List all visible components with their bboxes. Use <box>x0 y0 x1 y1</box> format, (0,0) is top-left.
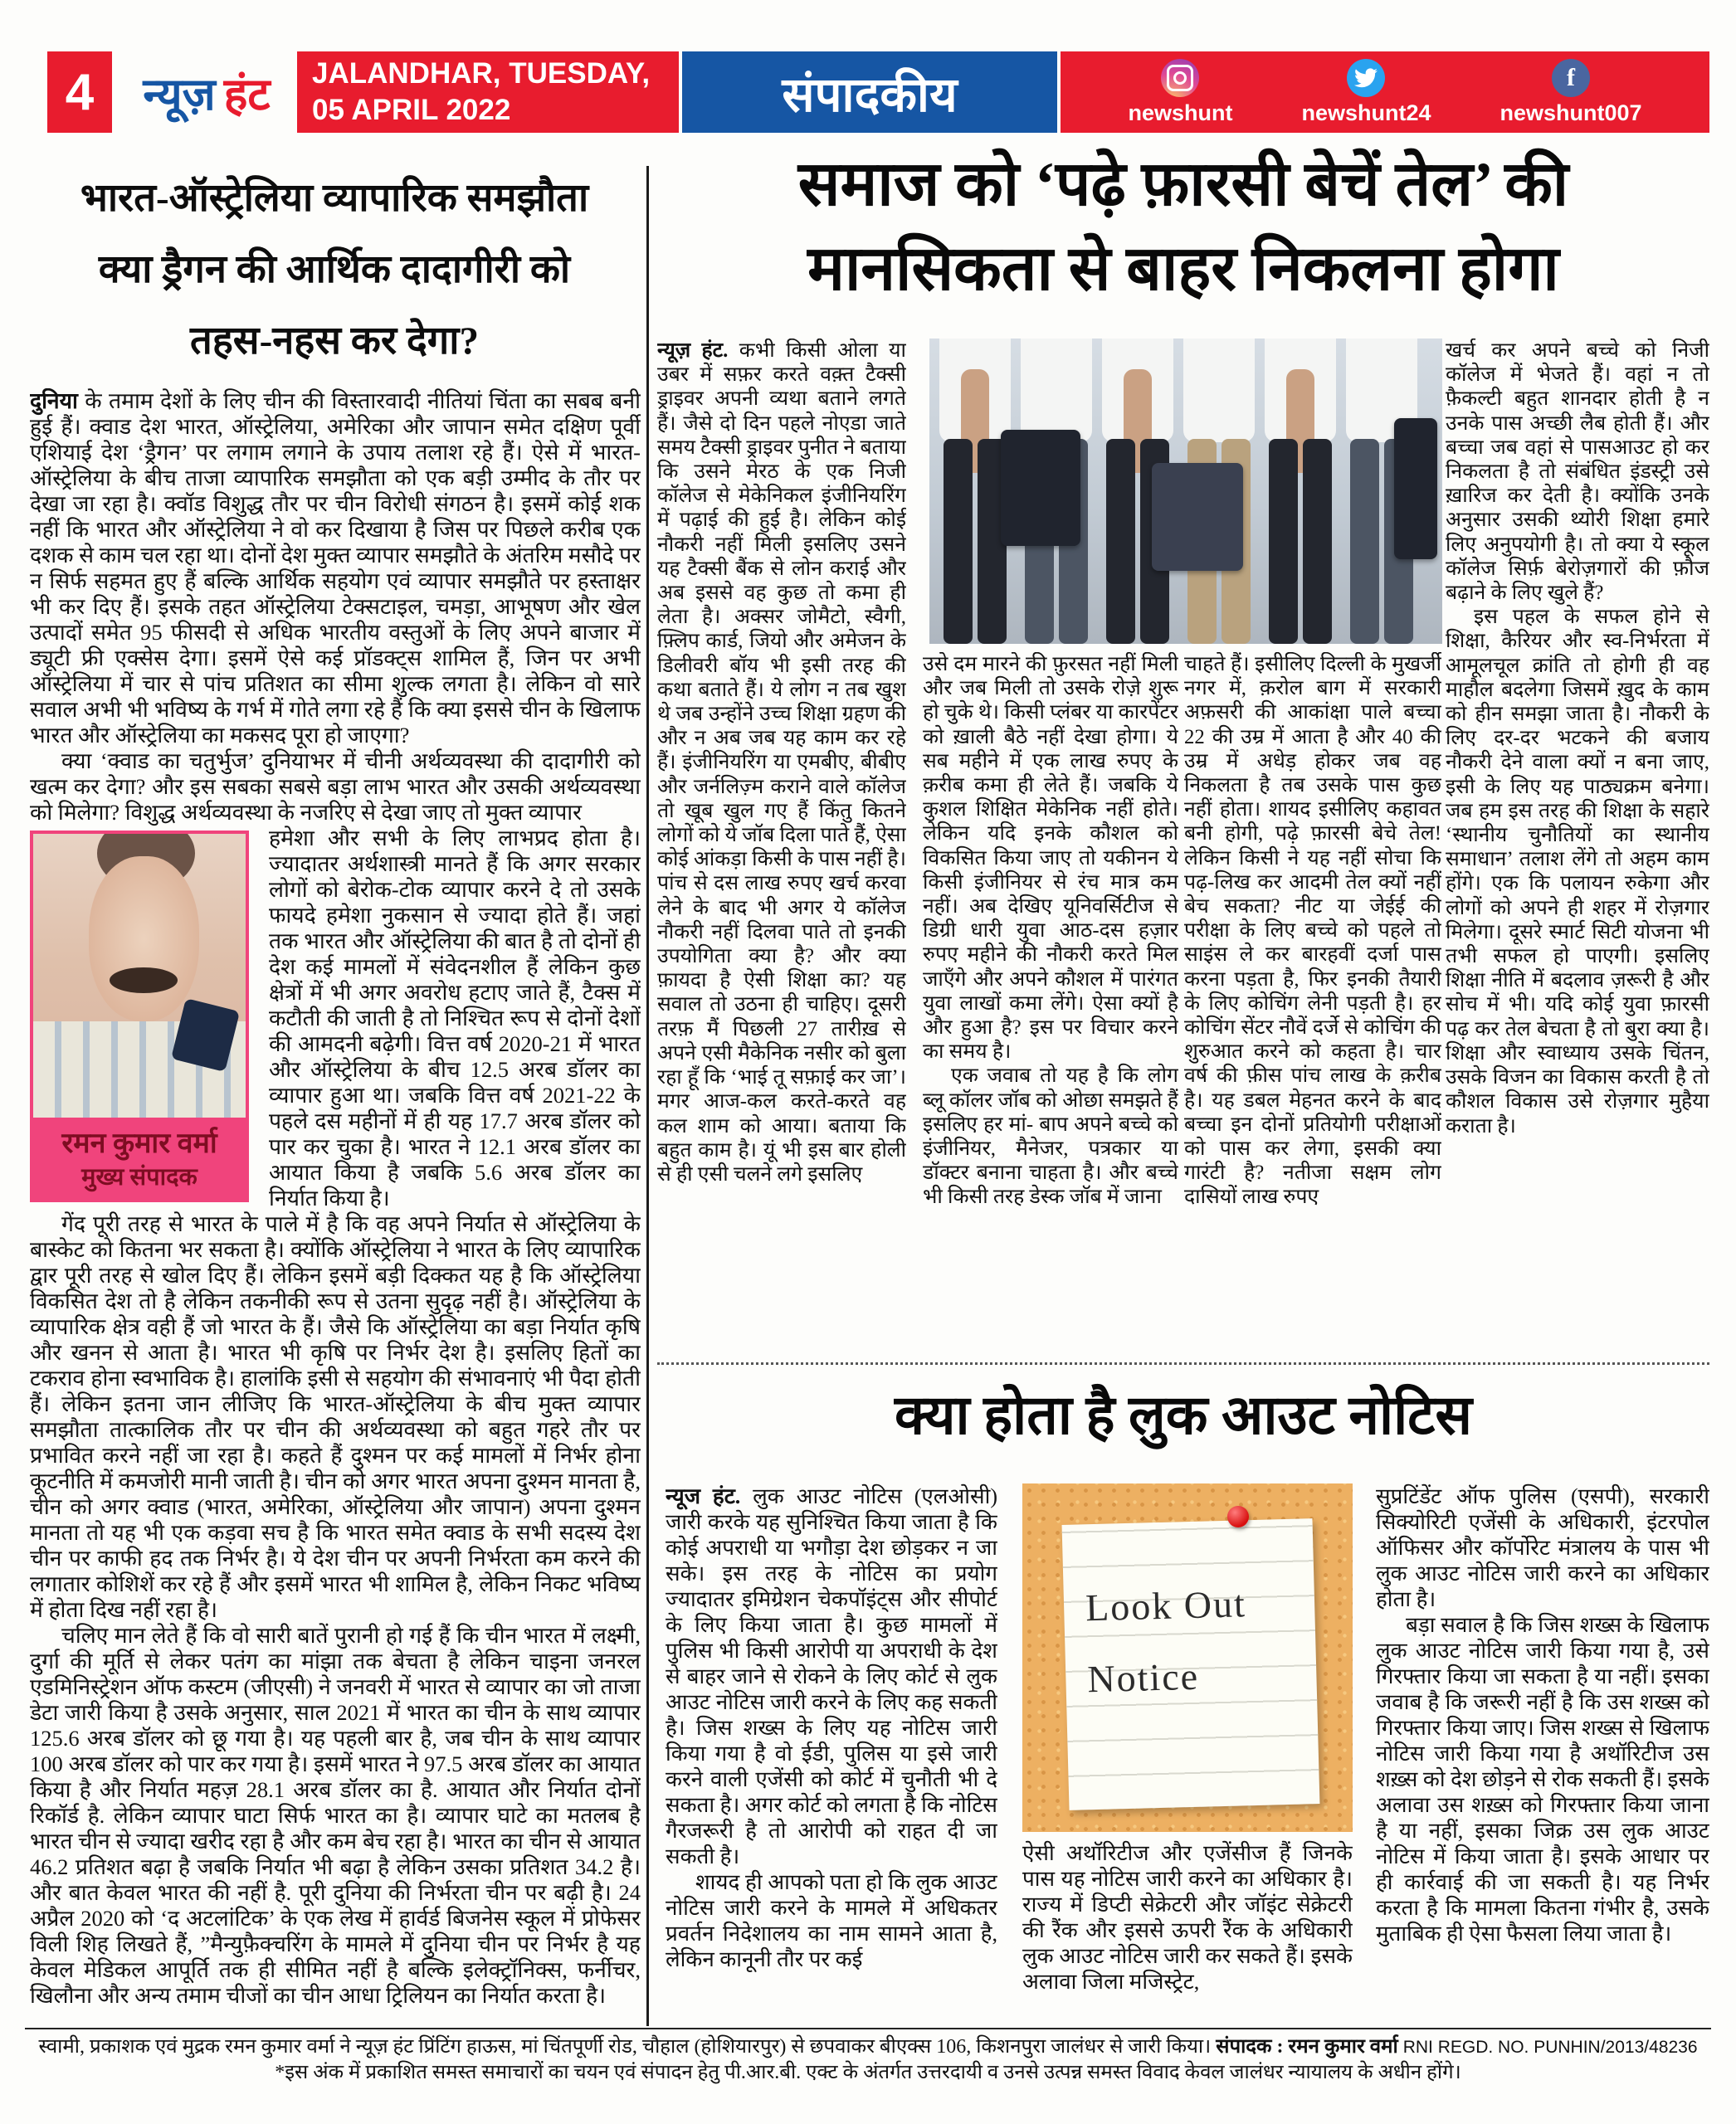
twitter-handle: newshunt24 <box>1301 100 1431 125</box>
logo-part-1: न्यूज़ <box>143 70 216 119</box>
left-article-p2b: हमेशा और सभी के लिए लाभप्रद होता है। ज्यादातर अर्थशास्त्री मानते हैं कि अगर सरकार लोगों को बेरोक-टोक व्यापार करने दे तो उसके फायदे हमेशा नुकसान से ज्यादा होते हैं। जहां तक भारत और ऑस्ट्रेलिया की बात है तो दोनों ही देश कई मामलों में संवेदनशील हैं लेकिन कुछ क्षेत्रों में भी अगर अवरोध हटाए जाते हैं, टैक्स में कटौती की जाती है तो निश्चित रूप से दोनों देशों की आमदनी बढ़ेगी। वित्त वर्ष 2020-21 में भारत और ऑस्ट्रेलिया के बीच 12.5 अरब डॉलर का व्यापार हुआ था। जबकि वित्त वर्ष 2021-22 के पहले दस महीनों में ही यह 17.7 अरब डॉलर को पार कर चुका है। भारत ने 12.1 अरब डॉलर का आयात किया है जबकि 5.6 अरब डॉलर का निर्यात किया है। <box>269 826 641 1211</box>
lookout-col1-p2: शायद ही आपको पता हो कि लुक आउट नोटिस जारी करने के मामले में अधिकतर प्रवर्तन निदेशालय का नाम सामने आता है, लेकिन कानूनी तौर पर कई <box>666 1870 997 1971</box>
look-out-notice-photo <box>1022 1483 1353 1832</box>
logo-part-2: हंट <box>223 70 271 119</box>
lookout-column-2 <box>1022 1483 1353 2043</box>
main-article-dateline: न्यूज़ हंट. <box>657 339 729 362</box>
main-col2-p2: एक जवाब तो यह है कि लोग ब्लू कॉलर जॉब को ओछा समझते हैं इसलिए हर मां- बाप अपने बच्चे को इंजीनियर, मैनेजर, पत्रकार या डॉक्टर बनाना चाहता है। और बच्चे भी किसी तरह डेस्क जॉब में जाना <box>923 1064 1178 1209</box>
left-headline-line: तहस-नहस कर देगा? <box>190 319 479 363</box>
left-headline-line: क्या ड्रैगन की आर्थिक दादागीरी को <box>98 248 571 291</box>
instagram-icon <box>1161 59 1199 97</box>
social-twitter <box>1301 59 1431 125</box>
instagram-handle: newshunt <box>1128 100 1233 125</box>
main-col4-p2: इस पहल के सफल होने से शिक्षा, कैरियर और स्व-निर्भरता में आमूलचूल क्रांति तो होगी ही वह माहौल बदलेगा जिसमें ख़ुद के काम को हीन समझा जाता है। नौकरी के लिए दर-दर भटकने की बजाय नौकरी देने वाला क्यों न बना जाए, इसी के लिए यह पाठ्यक्रम बनेगा। जब हम इस तरह की शिक्षा के सहारे ‘स्थानीय चुनौतियों का स्थानीय समाधान’ तलाश लेंगे तो अहम काम होंगे। एक कि पलायन रुकेगा और लोगों को अपने ही शहर में रोज़गार मिलेगा। दूसरे स्मार्ट सिटी योजना भी तभी सफल हो पाएगी। इसलिए शिक्षा नीति में बदलाव ज़रूरी है और सोच में भी। यदि कोई युवा फ़ारसी पढ़ कर तेल बेचता है तो बुरा क्या है। शिक्षा और स्वाध्याय उसके चिंतन, उसके विजन का विकास करती है तो कौशल विकास उसे रोज़गार मुहैया कराता है। <box>1446 606 1709 1138</box>
left-article-p2a: क्या ‘क्वाड का चतुर्भुज’ दुनियाभर में चीनी अर्थव्यवस्था की दादागीरी को खत्म कर देगा? और इस सबका सबसे बड़ा लाभ भारत और उसकी अर्थव्यवस्था को मिलेगा? विशुद्ध अर्थव्यवस्था के नजरिए से देखा जाए तो मुक्त व्यापार <box>30 748 641 825</box>
left-headline-line: भारत-ऑस्ट्रेलिया व्यापारिक समझौता <box>80 177 589 220</box>
vertical-divider <box>646 166 649 2026</box>
main-article-column-4 <box>1446 339 1709 1344</box>
photo-caption-name: रमन कुमार वर्मा <box>61 1128 217 1159</box>
main-article-column-2 <box>923 652 1178 1344</box>
imprint-footer <box>25 2034 1711 2085</box>
editor-photo-block <box>30 831 256 1202</box>
notice-text-line2: Notice <box>1086 1654 1200 1701</box>
main-col2-p1: उसे दम मारने की फ़ुरसत नहीं मिली और जब मिली तो उसके रोज़े शुरू हो चुके थे। किसी प्लंबर या कारपेंटर को ख़ाली बैठे नहीं देखा होगा। ये सब महीने में एक लाख रुपए के क़रीब कमा ही लेते हैं। जबकि ये कुशल शिक्षित मेकेनिक नहीं होते। लेकिन यदि इनके कौशल को विकसित किया जाए तो यकीनन ये किसी इंजीनियर से रंच मात्र कम नहीं। अब देखिए यूनिवर्सिटीज से डिग्री धारी युवा आठ-दस हज़ार रुपए महीने की नौकरी करते मिल जाएँगे और अपने कौशल में पारंगत युवा लाखों कमा लेंगे। ऐसा क्यों है और हुआ है? इस पर विचार करने का समय है। <box>923 653 1178 1064</box>
editor-portrait-photo <box>30 831 249 1121</box>
newspaper-logo <box>118 51 295 133</box>
lookout-col3-p2: बड़ा सवाल है कि जिस शख्स के खिलाफ लुक आउट नोटिस जारी किया गया है, उसे गिरफ्तार किया जा सकता है या नहीं। इसका जवाब है कि जरूरी नहीं है कि उस शख्स को गिरफ्तार किया जाए। जिस शख्स से खिलाफ नोटिस जारी किया गया है अथॉरिटीज उस शख़्स को देश छोड़ने से रोक सकती हैं। इसके अलावा उस शख़्स को गिरफ्तार किया जाना है या नहीं, इसका जिक्र उस लुक आउट नोटिस में किया जाता है। इसके आधार पर ही कार्रवाई की जा सकती है। यह निर्भर करता है कि मामला कितना गंभीर है, उसके मुताबिक ही ऐसा फैसला लिया जाता है। <box>1376 1613 1709 1946</box>
section-title-bar <box>682 51 1057 133</box>
portrait-mustache <box>110 967 178 993</box>
main-headline-line: मानसिकता से बाहर निकलना होगा <box>807 235 1559 304</box>
page-number-box: 4 <box>47 51 112 133</box>
briefcase <box>1394 418 1437 559</box>
facebook-handle: newshunt007 <box>1499 100 1642 125</box>
imprint-line-1 <box>25 2034 1711 2060</box>
lookout-col1-body: लुक आउट नोटिस (एलओसी) जारी करके यह सुनिश्चित किया जाता है कि कोई अपराधी या भगौड़ा देश छोड़कर न जा सके। इस तरह के नोटिस का प्रयोग ज्यादातर इमिग्रेशन चेकपॉइंट्स और सीपोर्ट के लिए किया जाता है। कुछ मामलों में पुलिस भी किसी आरोपी या अपराधी के देश से बाहर जाने से रोकने के लिए कोर्ट से लुक आउट नोटिस जारी करने के लिए कह सकती है। जिस शख्स के लिए यह नोटिस जारी किया गया है वो ईडी, पुलिस या इसे जारी करने वाली एजेंसी को कोर्ट में चुनौती भी दे सकता है। अगर कोर्ट को लगता है कि नोटिस गैरजरूरी है तो आरोपी को राहत दी जा सकती है। <box>666 1484 997 1868</box>
main-headline-line: समाज को ‘पढ़े फ़ारसी बेचें तेल’ की <box>797 150 1569 219</box>
twitter-icon <box>1347 59 1385 97</box>
main-col1-text <box>657 339 906 1186</box>
edition-date: 05 APRIL 2022 <box>312 94 511 126</box>
left-article-paragraph: गेंद पूरी तरह से भारत के पाले में है कि वह अपने निर्यात से ऑस्ट्रेलिया के बास्केट को कितना भर सकता है। क्योंकि ऑस्ट्रेलिया ने भारत के लिए व्यापारिक द्वार पूरी तरह से खोल दिए हैं। लेकिन इसमें बड़ी दिक्कत यह है कि ऑस्ट्रेलिया विकसित देश तो है लेकिन तकनीकी रूप से उतना सुदृढ़ नहीं है। ऑस्ट्रेलिया के व्यापारिक क्षेत्र वही हैं जो भारत के हैं। जैसे कि ऑस्ट्रेलिया का बड़ा निर्यात कृषि और खनन से आता है। भारत भी कृषि पर निर्भर देश है। इसलिए हितों का टकराव होना स्वभाविक है। हालांकि इसी से सहयोग की संभावनाएं भी पैदा होती हैं। लेकिन इतना जान लीजिए कि भारत-ऑस्ट्रेलिया के बीच मुक्त व्यापार समझौता तात्कालिक तौर पर चीन की अर्थव्यवस्था को बहुत गहरे तौर पर प्रभावित करने नहीं जा रहा है। कहते हैं दुश्मन पर कई मामलों में निर्भर होना कूटनीति में कमजोरी मानी जाती है। चीन को अगर भारत अपना दुश्मन मानता है, चीन को अगर क्वाड (भारत, अमेरिका, ऑस्ट्रेलिया और जापान) अपना दुश्मन मानता तो यह भी एक कड़वा सच है कि भारत समेत क्वाड के सभी सदस्य देश चीन पर काफी हद तक निर्भर है। ये देश चीन पर अपनी निर्भरता कम करने की लगातार कोशिशें कर रहे हैं और इसमें भारत भी शामिल है, लेकिन निकट भविष्य में होता दिख नहीं रहा है। <box>30 1211 641 1622</box>
left-article-lead-word: दुनिया <box>30 388 78 413</box>
section-title: संपादकीय <box>782 67 958 122</box>
red-pin-icon <box>1227 1506 1249 1527</box>
edition-date-bar <box>297 51 679 133</box>
main-col4-p1: खर्च कर अपने बच्चे को निजी कॉलेज में भेजते हैं। वहां न तो फ़ैकल्टी बहुत शानदार होती है न उनके पास अच्छी लैब होती हैं। और बच्चा जब वहां से पासआउट हो कर निकलता है तो संबंधित इंडस्ट्री उसे ख़ारिज कर देती है। क्योंकि उनके अनुसार उसकी थ्योरी शिक्षा हमारे लिए अनुपयोगी है। तो क्या ये स्कूल कॉलेज सिर्फ़ बेरोज़गारों की फ़ौज बढ़ाने के लिए खुले हैं? <box>1446 339 1709 605</box>
lookout-col2-text: ऐसी अथॉरिटीज और एजेंसीज हैं जिनके पास यह नोटिस जारी करने का अधिकार है। राज्य में डिप्टी सेक्रेटरी और जॉइंट सेक्रेटरी की रैंक और इससे ऊपरी रैंक के अधिकारी लुक आउट नोटिस जारी कर सकते हैं। इसके अलावा जिला मजिस्ट्रेट, <box>1022 1841 1353 1994</box>
lookout-col3-p1: सुप्रटिंडेंट ऑफ पुलिस (एसपी), सरकारी सिक्योरिटी एजेंसी के अधिकारी, इंटरपोल ऑफिसर और कॉर्पोरेट मंत्रालय के पास भी लुक आउट नोटिस जारी करने का अधिकार होता है। <box>1376 1484 1709 1611</box>
briefcase <box>1152 463 1243 571</box>
left-article-paragraph <box>30 388 641 748</box>
photo-caption-title: मुख्य संपादक <box>81 1164 197 1191</box>
left-article-headline <box>27 163 642 377</box>
left-article-p1: के तमाम देशों के लिए चीन की विस्तारवादी नीतियां चिंता का सबब बनी हुई हैं। क्वाड देश भारत, ऑस्ट्रेलिया, अमेरिका और जापान समेत दक्षिण पूर्वी एशियाई देश ‘ड्रैगन’ पर लगाम लगाने के उपाय तलाश रहे हैं। ऐसे में भारत-ऑस्ट्रेलिया के बीच ताजा व्यापारिक समझौता को एक बड़ी उम्मीद के तौर पर देखा जा रहा है। क्वॉड विशुद्ध तौर पर चीन विरोधी संगठन है। इसमें कोई शक नहीं कि भारत और ऑस्ट्रेलिया ने वो कर दिखाया है जिस पर पिछले करीब एक दशक से काम चल रहा था। दोनों देश मुक्त व्यापार समझौते के अंतरिम मसौदे पर न सिर्फ सहमत हुए हैं बल्कि आर्थिक सहयोग एवं व्यापार समझौते पर हस्ताक्षर भी कर दिए हैं। इसके तहत ऑस्ट्रेलिया टेक्सटाइल, चमड़ा, आभूषण और खेल उत्पादों समेत 95 फीसदी से अधिक भारतीय वस्तुओं के लिए अपने बाजार में ड्यूटी फ्री एक्सेस देगा। इसमें ऐसे कई प्रॉडक्ट्स शामिल हैं, जिन पर अभी ऑस्ट्रेलिया में चार से पांच प्रतिशत का सीमा शुल्क लगता है। लेकिन वो सारे सवाल अभी भी भविष्य के गर्भ में गोते लगा रहे हैं कि क्या इससे चीन के खिलाफ भारत और ऑस्ट्रेलिया का मकसद पूरा हो जाएगा? <box>30 388 641 748</box>
facebook-icon: f <box>1552 59 1590 97</box>
left-article-paragraph <box>30 748 641 826</box>
left-article-paragraph: चलिए मान लेते हैं कि वो सारी बातें पुरानी हो गई हैं कि चीन भारत में लक्ष्मी, दुर्गा की मूर्ति से लेकर पतंग का मांझा तक बेचता है लेकिन चाइना जनरल एडमिनिस्ट्रेशन ऑफ कस्टम (जीएसी) ने जनवरी में भारत से व्यापार का जो ताजा डेटा जारी किया है उसके अनुसार, साल 2021 में भारत का चीन के साथ व्यापार 125.6 अरब डॉलर को छू गया है। यह पहली बार है, जब चीन के साथ व्यापार 100 अरब डॉलर को पार कर गया है। इसमें भारत ने 97.5 अरब डॉलर का आयात किया है और निर्यात महज़ 28.1 अरब डॉलर का है. आयात और निर्यात दोनों रिकॉर्ड है. लेकिन व्यापार घाटा सिर्फ भारत का है। व्यापार घाटे का मतलब है भारत चीन से ज्यादा खरीद रहा है और कम बेच रहा है। भारत का चीन से आयात 46.2 प्रतिशत बढ़ा है जबकि निर्यात भी बढ़ा है लेकिन उसका प्रतिशत 34.2 है। और बात केवल भारत की नहीं है. पूरी दुनिया की निर्भरता चीन पर बढ़ी है। 24 अप्रैल 2020 को ‘द अटलांटिक’ के एक लेख में हार्वर्ड बिजनेस स्कूल में प्रोफेसर विली शिह लिखते हैं, ”मैन्युफ़ैक्चरिंग के मामले में दुनिया चीन पर निर्भर है यह केवल मेडिकल आपूर्ति तक ही सीमित नहीं है बल्कि इलेक्ट्रॉनिक्स, फर्नीचर, खिलौना और अन्य तमाम चीजों का चीन आधा ट्रिलियन का निर्यात करता है। <box>30 1623 641 2008</box>
main-col3-text: चाहते हैं। इसीलिए दिल्ली के मुखर्जी नगर में, क़रोल बाग में सरकारी अफ़सरी की आकांक्षा पाले बच्चा 22 की उम्र में आता है और 40 की उम्र में अधेड़ होकर जब वह निकलता है तब उसके पास कुछ नहीं होता। शायद इसीलिए कहावत बनी होगी, पढ़े फ़ारसी बेचे तेल! लेकिन किसी ने यह नहीं सोचा कि पढ़-लिख कर आदमी तेल क्यों नहीं बेच सकता? नीट या जेईई की परीक्षा के लिए बच्चे को पहले तो साइंस ले कर बारहवीं दर्जा पास करना पड़ता है, फिर इनकी तैयारी के लिए कोचिंग लेनी पड़ती है। हर कोचिंग सेंटर नौवें दर्जे से कोचिंग की शुरुआत करने को कहता है। चार वर्ष की फ़ीस पांच लाख के क़रीब है। यह डबल मेहनत करने के बाद बच्चा इन दोनों प्रतियोगी परीक्षाओं को पास कर लेगा, इसकी क्या गारंटी है? नतीजा सक्षम लोग दासियों लाख रुपए <box>1184 653 1441 1209</box>
main-col1-body: कभी किसी ओला या उबर में सफ़र करते वक़्त टैक्सी ड्राइवर अपनी व्यथा बताने लगते हैं। जैसे दो दिन पहले नोएडा जाते समय टैक्सी ड्राइवर पुनीत ने बताया कि उसने मेरठ के एक निजी कॉलेज से मेकेनिकल इंजीनियरिंग में पढ़ाई की हुई है। लेकिन कोई नौकरी नहीं मिली इसलिए उसने यह टैक्सी बैंक से लोन कराई और अब इससे वह कुछ तो कमा ही लेता है। अक्सर जोमैटो, स्वैगी, फ़्लिप कार्ड, जियो और अमेजन के डिलीवरी बॉय भी इसी तरह की कथा बताते हैं। ये लोग न तब खुश थे जब उन्होंने उच्च शिक्षा ग्रहण की और न अब जब यह काम कर रहे हैं। इंजीनियरिंग या एमबीए, बीबीए और जर्नलिज़्म कराने वाले कॉलेज तो खूब खुल गए हैं किंतु कितने लोगों को ये जॉब दिला पाते हैं, ऐसा कोई आंकड़ा किसी के पास नहीं है। पांच से दस लाख रुपए खर्च करवा लेने के बाद भी अगर ये कॉलेज नौकरी नहीं दिलवा पाते तो इनकी उपयोगिता क्या है? और क्या फ़ायदा है ऐसी शिक्षा का? यह सवाल तो उठना ही चाहिए। दूसरी तरफ़ मैं पिछली 27 तारीख़ से अपने एसी मैकेनिक नसीर को बुला रहा हूँ कि ‘भाई तू सफ़ाई कर जा’। मगर आज-कल करते-करते वह कल शाम को आया। बताया कि बहुत काम है। यूं भी इस बार होली से ही एसी चलने लगे इसलिए <box>657 339 906 1186</box>
edition-city-day: JALANDHAR, TUESDAY, <box>312 57 651 90</box>
lookout-col1-p1 <box>666 1483 997 1869</box>
lookout-column-1 <box>666 1483 997 2043</box>
social-instagram <box>1128 59 1232 125</box>
dotted-section-divider <box>657 1362 1709 1365</box>
photo-figure <box>1265 339 1336 644</box>
job-queue-photo <box>929 339 1442 644</box>
left-article-body <box>30 388 641 2019</box>
notice-text-line1: Look Out <box>1085 1582 1247 1630</box>
photo-caption <box>30 1121 249 1202</box>
lookout-column-3 <box>1376 1483 1709 2043</box>
main-article-column-1 <box>657 339 906 1344</box>
briefcase <box>1001 430 1080 546</box>
main-article-column-3 <box>1184 652 1441 1344</box>
social-bar <box>1061 51 1709 133</box>
portrait-face <box>89 856 199 1021</box>
imprint-publisher: स्वामी, प्रकाशक एवं मुद्रक रमन कुमार वर्मा ने न्यूज़ हंट प्रिंटिंग हाऊस, मां चिंतपूर्णी रोड, चौहाल (होशियारपुर) से छपवाकर बीएक्स 106, किशनपुरा जालंधर से जारी किया। <box>38 2036 1217 2058</box>
lookout-dateline: न्यूज हंट. <box>666 1484 741 1508</box>
main-article-headline <box>657 143 1709 312</box>
notice-paper <box>1061 1518 1319 1810</box>
imprint-editor: संपादक : रमन कुमार वर्मा <box>1216 2036 1403 2058</box>
social-facebook <box>1499 59 1641 125</box>
imprint-rni-number: RNI REGD. NO. PUNHIN/2013/48236 <box>1402 2038 1698 2057</box>
imprint-line-2: *इस अंक में प्रकाशित समस्त समाचारों का चयन एवं संपादन हेतु पी.आर.बी. एक्ट के अंतर्गत उत्तरदायी व उनसे उत्पन्न समस्त विवाद केवल जालंधर न्यायालय के अधीन होंगे। <box>275 2062 1461 2083</box>
lookout-article-headline: क्या होता है लुक आउट नोटिस <box>894 1386 1473 1446</box>
